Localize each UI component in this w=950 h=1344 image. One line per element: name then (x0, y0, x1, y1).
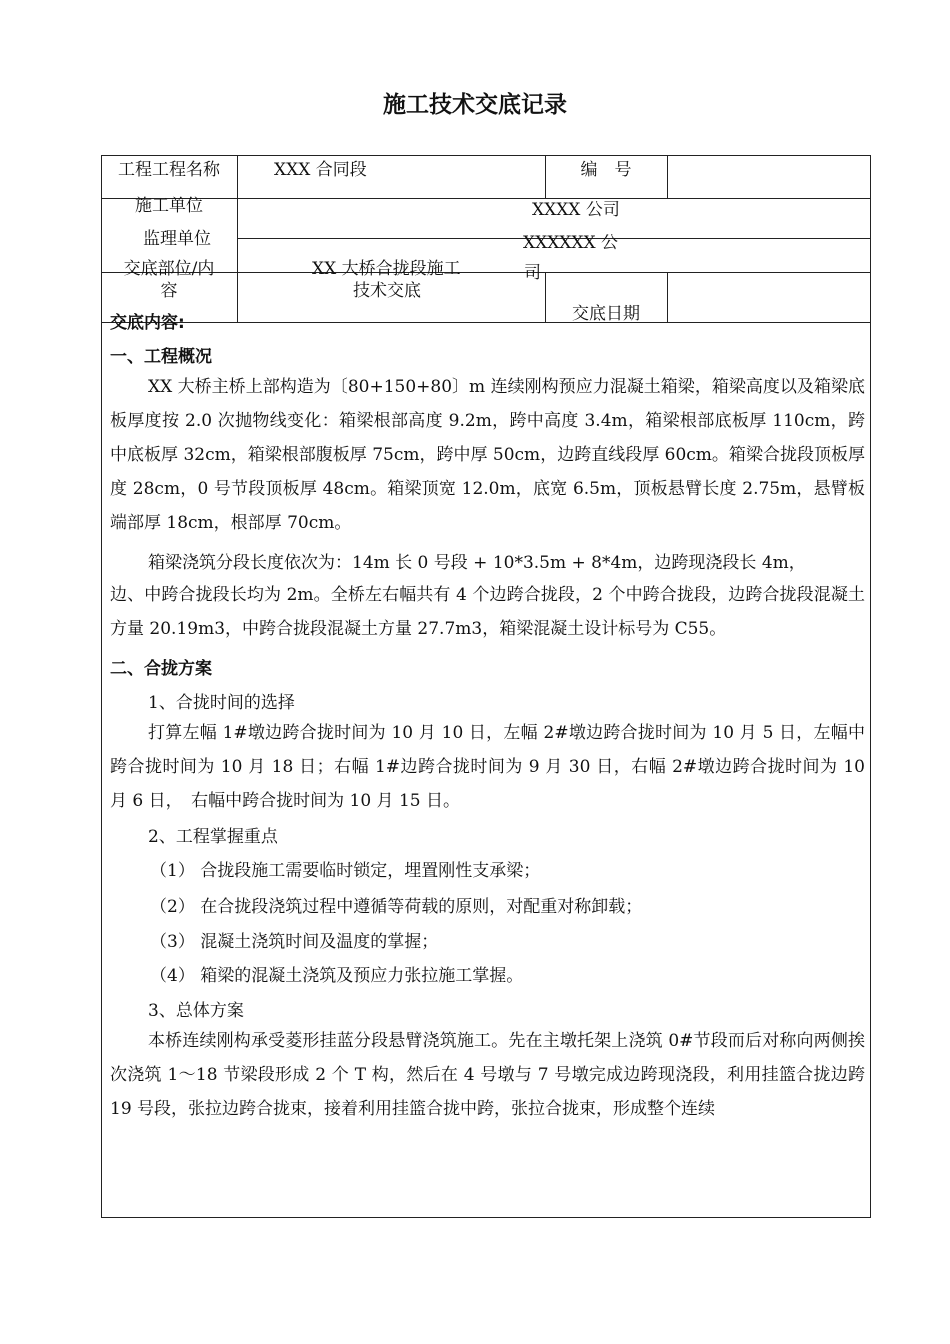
construction-unit-label: 施工单位 (135, 196, 203, 216)
subheading-key-points: 2、工程掌握重点 (148, 827, 278, 847)
part-value-line1: XX 大桥合拢段施工 (312, 259, 461, 279)
number-label: 编 号 (580, 160, 632, 180)
segment-paragraph: 边、中跨合拢段长均为 2m。全桥左右幅共有 4 个边跨合拢段，2 个中跨合拢段，边跨合拢段混凝土方量 20.19m3，中跨合拢段混凝土方量 27.7m3，箱梁混凝土设计标号为 C55。 (110, 585, 865, 639)
construction-unit-value: XXXX 公司 (532, 200, 620, 220)
subheading-timing: 1、合拢时间的选择 (148, 693, 295, 713)
table-rule (667, 155, 668, 198)
overall-plan-paragraph: 本桥连续刚构承受菱形挂蓝分段悬臂浇筑施工。先在主墩托架上浇筑 0#节段而后对称向两侧挨次浇筑 1～18 节梁段形成 2 个 T 构，然后在 4 号墩与 7 号墩完成边跨现浇段，利用挂篮合拢边跨 19 号段，张拉边跨合拢束，接着利用挂篮合拢中跨，张拉合拢束，形成整个连续 (110, 1031, 865, 1119)
part-label-line1: 交底部位/内 (123, 259, 215, 279)
section-title-overview: 一、工程概况 (110, 347, 212, 367)
project-name-label: 工程工程名称 (118, 160, 220, 180)
project-name-value: XXX 合同段 (274, 160, 367, 180)
content-label: 交底内容: (110, 313, 185, 333)
part-label-line2: 容 (160, 281, 178, 301)
segment-paragraph-first-line: 箱梁浇筑分段长度依次为：14m 长 0 号段 + 10*3.5m + 8*4m，边跨现浇段长 4m， (148, 553, 806, 573)
section-title-closure: 二、合拢方案 (110, 659, 212, 679)
part-value-line2: 技术交底 (353, 281, 421, 301)
list-item: （3） 混凝土浇筑时间及温度的掌握； (150, 932, 439, 952)
supervision-unit-value-line2: 司 (524, 263, 541, 283)
date-label: 交底日期 (572, 304, 640, 324)
list-item: （4） 箱梁的混凝土浇筑及预应力张拉施工掌握。 (150, 966, 524, 986)
supervision-unit-label: 监理单位 (143, 229, 211, 249)
supervision-unit-value-line1: XXXXXX 公 (523, 233, 619, 253)
subheading-overall-plan: 3、总体方案 (148, 1001, 244, 1021)
document-title: 施工技术交底记录 (383, 92, 567, 118)
timing-paragraph: 打算左幅 1#墩边跨合拢时间为 10 月 10 日，左幅 2#墩边跨合拢时间为 10 月 5 日，左幅中跨合拢时间为 10 月 18 日；右幅 1#边跨合拢时间为 9 月 30 日，右幅 2#墩边跨合拢时间为 10 月 6 日， 右幅中跨合拢时间为 10 月 15 日。 (110, 723, 865, 811)
overview-paragraph: XX 大桥主桥上部构造为〔80+150+80〕m 连续刚构预应力混凝土箱梁，箱梁高度以及箱梁底板厚度按 2.0 次抛物线变化：箱梁根部高度 9.2m，跨中高度 3.4m，箱梁根部底板厚 110cm，跨中底板厚 32cm，箱梁根部腹板厚 75cm，跨中厚 50cm，边跨直线段厚 60cm。箱梁合拢段顶板厚度 28cm，0 号节段顶板厚 48cm。箱梁顶宽 12.0m，底宽 6.5m，顶板悬臂长度 2.75m，悬臂板端部厚 18cm，根部厚 70cm。 (110, 377, 865, 533)
table-rule (667, 272, 668, 322)
table-rule (101, 322, 871, 323)
list-item: （1） 合拢段施工需要临时锁定，埋置刚性支承梁； (150, 861, 541, 881)
list-item: （2） 在合拢段浇筑过程中遵循等荷载的原则，对配重对称卸载； (150, 897, 643, 917)
